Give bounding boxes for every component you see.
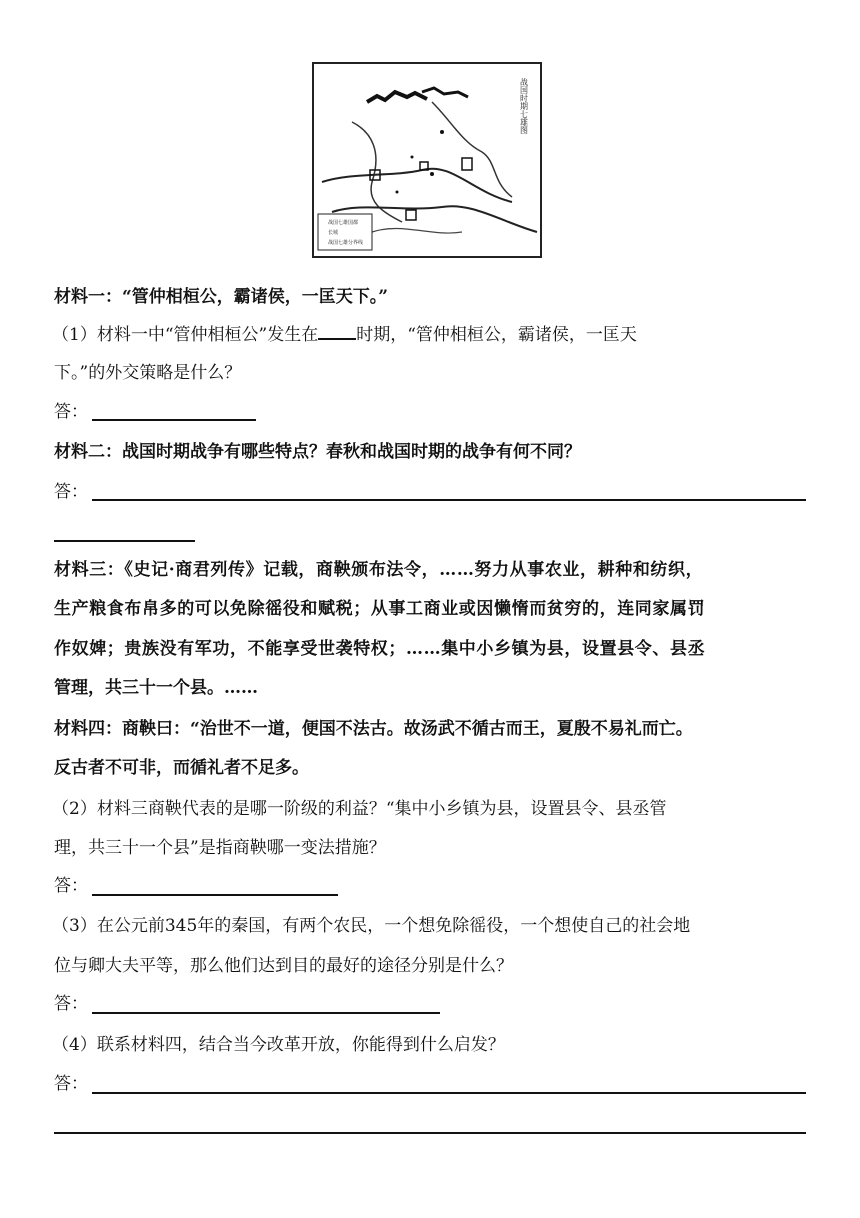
warring-states-map bbox=[312, 62, 542, 258]
answer5-line-1[interactable] bbox=[92, 1092, 806, 1094]
material3-line-2: 生产粮食布帛多的可以免除徭役和赋税；从事工商业或因懒惰而贫穷的，连同家属罚 bbox=[54, 599, 706, 619]
q3-line-2: 位与卿大夫平等，那么他们达到目的最好的途径分别是什么？ bbox=[54, 956, 513, 976]
map-title: 战国时期七雄图 bbox=[519, 78, 529, 134]
answer3-line[interactable] bbox=[92, 894, 338, 896]
answer4-label: 答： bbox=[54, 994, 88, 1014]
q2-line-1: （2）材料三商鞅代表的是哪一阶级的利益？“集中小乡镇为县，设置县令、县丞管 bbox=[52, 799, 667, 819]
q1-line1-post: 时期，“管仲相桓公，霸诸侯，一匡天 bbox=[356, 325, 637, 345]
q2-line-2: 理，共三十一个县”是指商鞅哪一变法措施？ bbox=[54, 838, 386, 858]
legend-item-2: 长城 bbox=[328, 230, 339, 236]
material3-line-3: 作奴婢；贵族没有军功，不能享受世袭特权；……集中小乡镇为县，设置县令、县丞 bbox=[54, 639, 706, 659]
answer1-line[interactable] bbox=[92, 419, 256, 421]
answer4-line[interactable] bbox=[92, 1012, 440, 1014]
map-drawing bbox=[312, 62, 542, 258]
answer1-label: 答： bbox=[54, 402, 88, 422]
q1-line1-pre: （1）材料一中“管仲相桓公”发生在 bbox=[52, 325, 319, 345]
legend-item-1: 战国七雄国都 bbox=[328, 220, 359, 226]
material3-line-1: 材料三：《史记·商君列传》记载，商鞅颁布法令，……努力从事农业，耕种和纺织， bbox=[54, 560, 704, 580]
material3-line-4: 管理，共三十一个县。…… bbox=[54, 678, 258, 698]
material4-line-2: 反古者不可非，而循礼者不足多。 bbox=[54, 758, 309, 778]
material2-text: 材料二：战国时期战争有哪些特点？春秋和战国时期的战争有何不同？ bbox=[54, 442, 581, 462]
material1-text: 材料一：“管仲相桓公，霸诸侯，一匡天下。” bbox=[54, 287, 389, 307]
q4-text: （4）联系材料四，结合当今改革开放，你能得到什么启发？ bbox=[52, 1035, 505, 1055]
q3-line-1: （3）在公元前345年的秦国，有两个农民，一个想免除徭役，一个想使自己的社会地 bbox=[52, 916, 691, 936]
legend-item-3: 战国七雄分界线 bbox=[328, 240, 364, 246]
q1-line1 bbox=[52, 322, 637, 348]
answer2-line-2[interactable] bbox=[54, 540, 195, 542]
answer2-label: 答： bbox=[54, 482, 88, 502]
answer2-line-1[interactable] bbox=[92, 499, 806, 501]
answer3-label: 答： bbox=[54, 876, 88, 896]
answer5-label: 答： bbox=[54, 1074, 88, 1094]
material4-line-1: 材料四：商鞅曰：“治世不一道，便国不法古。故汤武不循古而王，夏殷不易礼而亡。 bbox=[54, 719, 693, 739]
q1-line2: 下。”的外交策略是什么？ bbox=[54, 363, 242, 383]
q1-fill-blank[interactable] bbox=[318, 322, 356, 340]
answer5-line-2[interactable] bbox=[54, 1132, 806, 1134]
